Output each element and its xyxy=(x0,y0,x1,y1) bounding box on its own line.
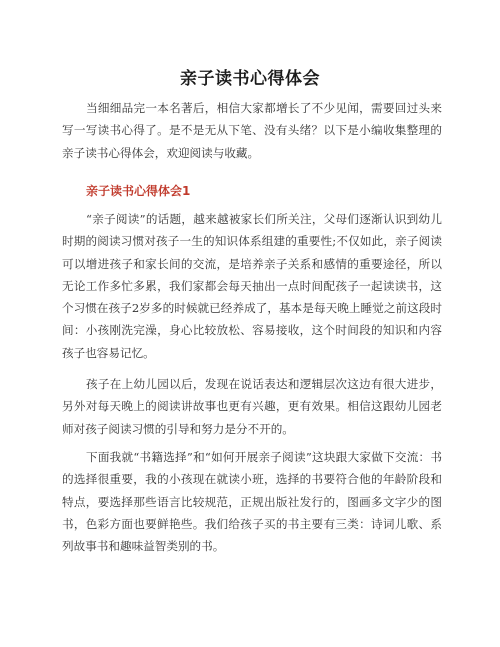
body-paragraph-2: 孩子在上幼儿园以后，发现在说话表达和逻辑层次这边有很大进步，另外对每天晚上的阅读讲故事也更有兴趣，更有效果。相信这跟幼儿园老师对孩子阅读习惯的引导和努力是分不开的。 xyxy=(62,377,442,436)
body-paragraph-1: “亲子阅读”的话题，越来越被家长们所关注，父母们逐渐认识到幼儿时期的阅读习惯对孩子一生的知识体系组建的重要性;不仅如此，亲子阅读可以增进孩子和家长间的交流，是培养亲子关系和感情的重要途径，所以无论工作多忙多累，我们家都会每天抽出一点时间配孩子一起读读书，这个习惯在孩子2岁多的时候就已经养成了，基本是每天晚上睡觉之前这段时间：小孩刚洗完澡，身心比较放松、容易接收，这个时间段的知识和内容孩子也容易记忆。 xyxy=(62,212,442,360)
section-heading: 亲子读书心得体会1 xyxy=(86,184,191,198)
intro-paragraph: 当细细品完一本名著后，相信大家都增长了不少见闻，需要回过头来写一写读书心得了。是不是无从下笔、没有头绪？以下是小编收集整理的亲子读书心得体会，欢迎阅读与收藏。 xyxy=(62,101,442,160)
body-paragraph-3: 下面我就“书籍选择”和“如何开展亲子阅读”这块跟大家做下交流：书的选择很重要，我的小孩现在就读小班，选择的书要符合他的年龄阶段和特点，要选择那些语言比较规范，正规出版社发行的，图画多文字少的图书，色彩方面也要鲜艳些。我们给孩子买的书主要有三类：诗词儿歌、系列故事书和趣味益智类别的书。 xyxy=(62,450,442,554)
page-title: 亲子读书心得体会 xyxy=(180,69,320,89)
